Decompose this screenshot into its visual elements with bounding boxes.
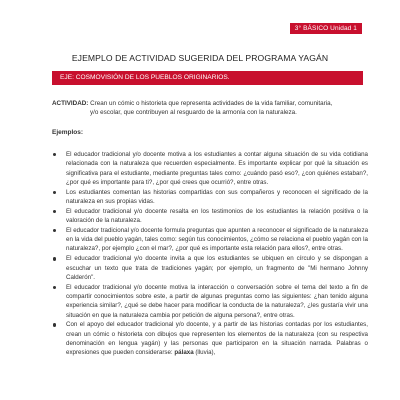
list-item — [52, 150, 368, 187]
bullet-icon — [53, 191, 56, 194]
list-item-text: El educador tradicional y/o docente motiva a los estudiantes a contar alguna situación de su vida cotidiana relacionada con la naturaleza que recuerden especialmente. Es importante explicar por qué la situación es significativa para el estudiante, mediante preguntas tales como: ¿cuándo pasó eso?, ¿con quiénes estaban?, ¿por qué es importante para ti?, ¿por qué crees que ocurrió?, entre otras. — [66, 151, 368, 186]
list-item-text: El educador tradicional y/o docente resalta en los testimonios de los estudiantes la relación positiva o la valoración de la naturaleza. — [66, 207, 368, 225]
bullet-icon — [53, 229, 56, 232]
list-item — [52, 254, 368, 282]
list-item — [52, 320, 368, 357]
bullet-icon — [53, 286, 56, 289]
yagan-term: pálaxa — [174, 349, 194, 357]
list-item-text: El educador tradicional y/o docente formula preguntas que apunten a reconocer el significado de la naturaleza en la vida del pueblo yagán, tales como: según tus conocimientos, ¿cómo se relaciona el pueblo yagán con la naturaleza?, por ejemplo ¿con el mar?, ¿por qué es importante esta relación para ellos?, entre otras. — [66, 226, 369, 253]
list-item — [52, 207, 368, 226]
activity-label: ACTIVIDAD: — [52, 100, 89, 107]
grade-unit-badge: 3° BÁSICO Unidad 1 — [290, 23, 362, 34]
examples-list — [52, 150, 368, 358]
list-item — [52, 188, 368, 207]
list-item-text: El educador tradicional y/o docente motiva la interacción o conversación sobre el tema del texto a fin de compartir conocimientos sobre este, a partir de algunas preguntas como las siguientes: ¿han tenido alguna experiencia similar?, ¿qué se debe hacer para modificar la conducta de la naturaleza?, ¿les gustaría vivir una situación en que la naturaleza cambia por petición de alguna persona?, entre otras. — [66, 283, 368, 319]
list-item-text: Con el apoyo del educador tradicional y/o docente, y a partir de las historias contadas por los estudiantes, crean un cómic o historieta con dibujos que representen los elementos de la naturaleza (con su respectiva denominación en lengua yagán) y las personas que participaron en la situación narrada. Palabras o expresiones que pueden considerarse: — [66, 321, 368, 357]
list-item — [52, 283, 368, 320]
list-item-text: El educador tradicional y/o docente invita a que los estudiantes se ubiquen en círculo y se dispongan a escuchar un texto que trata de tradiciones yagán; por ejemplo, un fragmento de "Mi hermano Johnny Calderón". — [66, 255, 368, 281]
bullet-icon — [53, 210, 56, 213]
bullet-icon — [53, 323, 56, 326]
bullet-icon — [53, 153, 56, 156]
activity-text-1: Crean un cómic o historieta que representa actividades de la vida familiar, comunitaria, — [90, 100, 333, 107]
activity-line-1 — [52, 99, 370, 108]
list-item-text: Los estudiantes comentan las historias compartidas con sus compañeros y reconocen el significado de la naturaleza en sus propias vidas. — [66, 188, 368, 205]
yagan-term-gloss: (lluvia), — [195, 349, 216, 357]
page-title: EJEMPLO DE ACTIVIDAD SUGERIDA DEL PROGRAMA YAGÁN — [71, 53, 329, 63]
bullet-icon — [53, 257, 56, 260]
examples-heading: Ejemplos: — [52, 129, 84, 136]
list-item — [52, 226, 368, 254]
activity-text-2: y/o escolar, que contribuyen al resguardo de la armonía con la naturaleza. — [90, 109, 297, 117]
axis-banner: EJE: COSMOVISIÓN DE LOS PUEBLOS ORIGINARIOS. — [52, 71, 363, 85]
activity-description — [52, 99, 370, 117]
